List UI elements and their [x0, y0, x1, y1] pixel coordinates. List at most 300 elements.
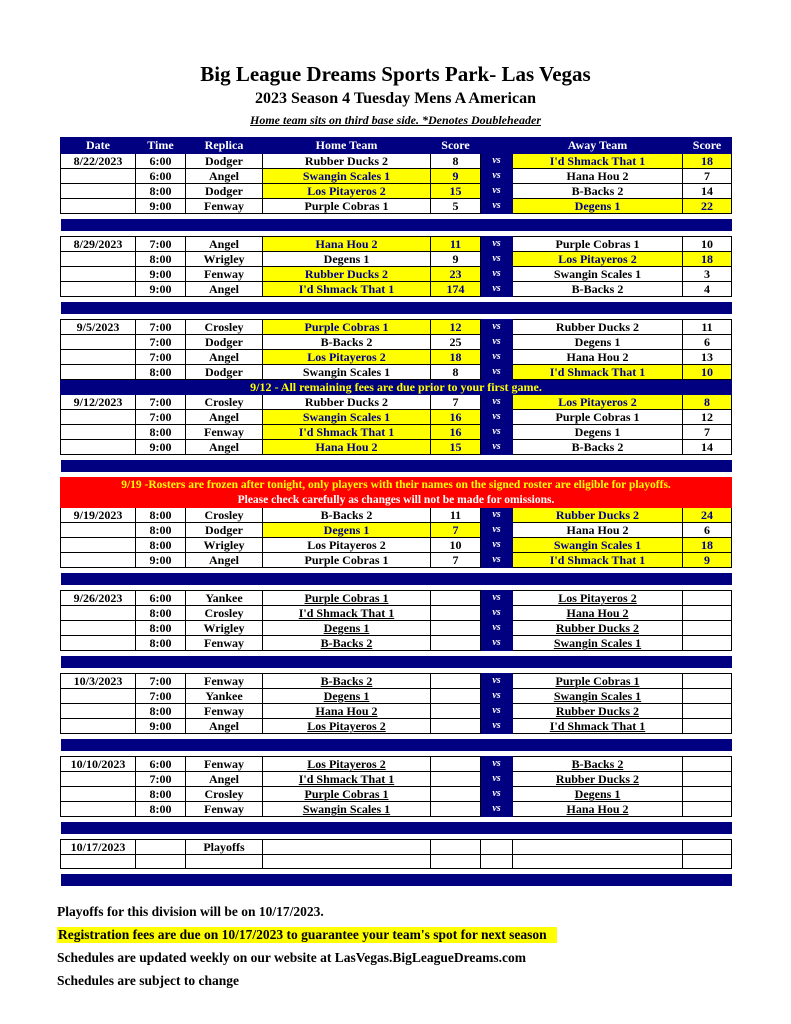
home-score-cell — [431, 757, 481, 772]
replica-cell: Yankee — [186, 689, 263, 704]
separator-cell — [61, 297, 732, 320]
vs-cell — [481, 855, 513, 869]
home-score-cell: 8 — [431, 154, 481, 169]
date-cell — [61, 772, 136, 787]
date-cell — [61, 350, 136, 365]
separator-bar — [61, 656, 732, 668]
date-cell: 9/19/2023 — [61, 508, 136, 523]
separator-row — [61, 455, 732, 478]
game-row — [61, 267, 732, 282]
away-score-cell: 4 — [683, 282, 732, 297]
replica-cell: Dodger — [186, 184, 263, 199]
home-team-cell: Degens 1 — [263, 523, 431, 538]
home-team-cell: I'd Shmack That 1 — [263, 606, 431, 621]
date-cell — [61, 184, 136, 199]
home-team-cell: Los Pitayeros 2 — [263, 719, 431, 734]
game-row — [61, 757, 732, 772]
vs-label: vs — [481, 802, 513, 817]
away-score-cell — [683, 840, 732, 855]
game-row — [61, 410, 732, 425]
home-score-cell — [431, 621, 481, 636]
away-team-cell: Degens 1 — [513, 425, 683, 440]
time-cell: 6:00 — [136, 154, 186, 169]
column-header-away-team: Away Team — [513, 138, 683, 154]
away-team-cell: Degens 1 — [513, 199, 683, 214]
away-score-cell: 12 — [683, 410, 732, 425]
home-team-cell: Degens 1 — [263, 252, 431, 267]
away-score-cell: 18 — [683, 252, 732, 267]
home-score-cell: 7 — [431, 395, 481, 410]
playoffs-note: Playoffs for this division will be on 10/17/2023. — [57, 904, 324, 919]
away-team-cell — [513, 855, 683, 869]
home-team-cell: Purple Cobras 1 — [263, 199, 431, 214]
date-cell: 10/10/2023 — [61, 757, 136, 772]
home-team-cell: Los Pitayeros 2 — [263, 538, 431, 553]
time-cell: 8:00 — [136, 606, 186, 621]
home-score-cell: 10 — [431, 538, 481, 553]
home-score-cell — [431, 606, 481, 621]
game-row — [61, 855, 732, 869]
home-team-cell: Los Pitayeros 2 — [263, 757, 431, 772]
away-team-cell: Los Pitayeros 2 — [513, 395, 683, 410]
game-row — [61, 184, 732, 199]
separator-cell — [61, 568, 732, 591]
vs-label: vs — [481, 538, 513, 553]
away-score-cell — [683, 674, 732, 689]
replica-cell: Crosley — [186, 395, 263, 410]
time-cell: 9:00 — [136, 199, 186, 214]
replica-cell: Fenway — [186, 267, 263, 282]
vs-label: vs — [481, 772, 513, 787]
separator-cell — [61, 869, 732, 892]
fees-notice-text: 9/12 - All remaining fees are due prior to your first game. — [61, 380, 732, 395]
away-score-cell: 7 — [683, 169, 732, 184]
replica-cell: Angel — [186, 237, 263, 252]
game-row — [61, 787, 732, 802]
replica-cell: Wrigley — [186, 621, 263, 636]
home-team-cell: Purple Cobras 1 — [263, 320, 431, 335]
fees-notice-row — [61, 380, 732, 395]
vs-label: vs — [481, 267, 513, 282]
replica-cell: Angel — [186, 169, 263, 184]
game-row — [61, 169, 732, 184]
away-score-cell — [683, 772, 732, 787]
separator-row — [61, 568, 732, 591]
home-team-cell: Purple Cobras 1 — [263, 591, 431, 606]
replica-cell: Angel — [186, 282, 263, 297]
home-team-cell: Rubber Ducks 2 — [263, 395, 431, 410]
away-team-cell: Swangin Scales 1 — [513, 636, 683, 651]
separator-row — [61, 651, 732, 674]
replica-cell: Dodger — [186, 365, 263, 380]
away-team-cell: B-Backs 2 — [513, 282, 683, 297]
away-score-cell — [683, 719, 732, 734]
roster-banner-row — [61, 493, 732, 508]
game-row — [61, 440, 732, 455]
time-cell: 9:00 — [136, 553, 186, 568]
home-score-cell: 15 — [431, 440, 481, 455]
replica-cell: Angel — [186, 772, 263, 787]
home-team-cell: Purple Cobras 1 — [263, 787, 431, 802]
away-score-cell: 11 — [683, 320, 732, 335]
game-row — [61, 365, 732, 380]
schedule-change-note: Schedules are subject to change — [57, 973, 239, 988]
game-row — [61, 704, 732, 719]
time-cell: 8:00 — [136, 704, 186, 719]
time-cell: 7:00 — [136, 320, 186, 335]
time-cell: 8:00 — [136, 425, 186, 440]
replica-cell: Angel — [186, 440, 263, 455]
separator-bar — [61, 822, 732, 834]
date-cell — [61, 440, 136, 455]
time-cell: 6:00 — [136, 757, 186, 772]
date-cell — [61, 199, 136, 214]
home-team-cell: B-Backs 2 — [263, 335, 431, 350]
home-score-cell — [431, 704, 481, 719]
date-cell: 10/3/2023 — [61, 674, 136, 689]
away-score-cell — [683, 757, 732, 772]
away-score-cell: 10 — [683, 365, 732, 380]
home-score-cell: 8 — [431, 365, 481, 380]
game-row — [61, 840, 732, 855]
away-team-cell: Rubber Ducks 2 — [513, 320, 683, 335]
home-score-cell: 23 — [431, 267, 481, 282]
footer — [57, 904, 791, 989]
home-score-cell — [431, 772, 481, 787]
replica-cell: Wrigley — [186, 538, 263, 553]
game-row — [61, 199, 732, 214]
separator-row — [61, 214, 732, 237]
separator-bar — [61, 874, 732, 886]
date-cell — [61, 606, 136, 621]
home-score-cell: 9 — [431, 252, 481, 267]
column-header-vs — [481, 138, 513, 154]
home-score-cell: 174 — [431, 282, 481, 297]
away-score-cell: 13 — [683, 350, 732, 365]
replica-cell: Fenway — [186, 704, 263, 719]
away-score-cell: 9 — [683, 553, 732, 568]
replica-cell: Angel — [186, 410, 263, 425]
date-cell: 9/12/2023 — [61, 395, 136, 410]
time-cell: 9:00 — [136, 282, 186, 297]
away-team-cell: Swangin Scales 1 — [513, 267, 683, 282]
date-cell — [61, 787, 136, 802]
home-team-cell: Hana Hou 2 — [263, 440, 431, 455]
separator-row — [61, 817, 732, 840]
roster-banner-text: Please check carefully as changes will not be made for omissions. — [61, 493, 732, 508]
roster-banner-text: 9/19 -Rosters are frozen after tonight, only players with their names on the signed roster are eligible for playoffs. — [61, 478, 732, 493]
separator-bar — [61, 739, 732, 751]
roster-banner-row — [61, 478, 732, 493]
replica-cell: Fenway — [186, 802, 263, 817]
away-score-cell: 22 — [683, 199, 732, 214]
home-team-cell: Rubber Ducks 2 — [263, 154, 431, 169]
away-score-cell: 6 — [683, 523, 732, 538]
vs-label: vs — [481, 440, 513, 455]
date-cell — [61, 410, 136, 425]
registration-note-line — [57, 927, 791, 943]
away-team-cell: Rubber Ducks 2 — [513, 621, 683, 636]
away-team-cell: Rubber Ducks 2 — [513, 704, 683, 719]
away-team-cell: Hana Hou 2 — [513, 523, 683, 538]
vs-label: vs — [481, 523, 513, 538]
vs-label: vs — [481, 787, 513, 802]
vs-label: vs — [481, 553, 513, 568]
time-cell: 7:00 — [136, 674, 186, 689]
time-cell — [136, 855, 186, 869]
away-team-cell: I'd Shmack That 1 — [513, 365, 683, 380]
date-cell: 9/26/2023 — [61, 591, 136, 606]
time-cell: 9:00 — [136, 719, 186, 734]
home-team-cell: Los Pitayeros 2 — [263, 350, 431, 365]
date-cell — [61, 704, 136, 719]
home-team-cell: Rubber Ducks 2 — [263, 267, 431, 282]
vs-label: vs — [481, 689, 513, 704]
time-cell — [136, 840, 186, 855]
home-team-cell: I'd Shmack That 1 — [263, 425, 431, 440]
separator-cell — [61, 817, 732, 840]
home-team-cell: I'd Shmack That 1 — [263, 772, 431, 787]
column-header-score: Score — [683, 138, 732, 154]
home-team-note: Home team sits on third base side. *Denotes Doubleheader — [250, 113, 541, 127]
game-row — [61, 523, 732, 538]
game-row — [61, 237, 732, 252]
website-note: Schedules are updated weekly on our website at LasVegas.BigLeagueDreams.com — [57, 950, 527, 965]
vs-label: vs — [481, 508, 513, 523]
date-cell — [61, 802, 136, 817]
vs-label: vs — [481, 282, 513, 297]
date-cell — [61, 169, 136, 184]
vs-label: vs — [481, 606, 513, 621]
home-score-cell: 5 — [431, 199, 481, 214]
away-team-cell: Los Pitayeros 2 — [513, 252, 683, 267]
date-cell: 8/22/2023 — [61, 154, 136, 169]
separator-bar — [61, 460, 732, 472]
time-cell: 7:00 — [136, 772, 186, 787]
replica-cell: Fenway — [186, 757, 263, 772]
separator-bar — [61, 219, 732, 231]
column-header-date: Date — [61, 138, 136, 154]
home-score-cell: 25 — [431, 335, 481, 350]
away-score-cell — [683, 802, 732, 817]
vs-label: vs — [481, 719, 513, 734]
game-row — [61, 689, 732, 704]
date-cell — [61, 523, 136, 538]
away-score-cell: 18 — [683, 538, 732, 553]
time-cell: 9:00 — [136, 267, 186, 282]
time-cell: 8:00 — [136, 787, 186, 802]
game-row — [61, 606, 732, 621]
column-header-time: Time — [136, 138, 186, 154]
away-team-cell: Purple Cobras 1 — [513, 410, 683, 425]
vs-label: vs — [481, 237, 513, 252]
away-score-cell: 3 — [683, 267, 732, 282]
table-header-row — [61, 138, 732, 154]
away-team-cell: Degens 1 — [513, 787, 683, 802]
vs-label: vs — [481, 252, 513, 267]
column-header-replica: Replica — [186, 138, 263, 154]
column-header-score: Score — [431, 138, 481, 154]
away-team-cell: B-Backs 2 — [513, 184, 683, 199]
date-cell: 9/5/2023 — [61, 320, 136, 335]
home-score-cell — [431, 855, 481, 869]
home-score-cell — [431, 674, 481, 689]
time-cell: 7:00 — [136, 410, 186, 425]
vs-label: vs — [481, 320, 513, 335]
game-row — [61, 591, 732, 606]
time-cell: 8:00 — [136, 538, 186, 553]
game-row — [61, 621, 732, 636]
away-team-cell: Rubber Ducks 2 — [513, 772, 683, 787]
time-cell: 7:00 — [136, 237, 186, 252]
game-row — [61, 802, 732, 817]
away-team-cell: Swangin Scales 1 — [513, 689, 683, 704]
vs-label: vs — [481, 335, 513, 350]
away-score-cell: 7 — [683, 425, 732, 440]
vs-label: vs — [481, 410, 513, 425]
game-row — [61, 772, 732, 787]
home-team-cell: Purple Cobras 1 — [263, 553, 431, 568]
vs-label: vs — [481, 169, 513, 184]
vs-label: vs — [481, 757, 513, 772]
date-cell — [61, 636, 136, 651]
schedule-body — [61, 154, 732, 892]
home-team-cell: B-Backs 2 — [263, 674, 431, 689]
home-score-cell: 16 — [431, 410, 481, 425]
replica-cell: Crosley — [186, 508, 263, 523]
separator-row — [61, 297, 732, 320]
game-row — [61, 719, 732, 734]
home-team-cell: I'd Shmack That 1 — [263, 282, 431, 297]
separator-bar — [61, 573, 732, 585]
home-team-cell: Hana Hou 2 — [263, 237, 431, 252]
time-cell: 7:00 — [136, 350, 186, 365]
time-cell: 8:00 — [136, 508, 186, 523]
home-team-cell — [263, 840, 431, 855]
home-team-cell: Swangin Scales 1 — [263, 410, 431, 425]
vs-label: vs — [481, 674, 513, 689]
away-team-cell: I'd Shmack That 1 — [513, 154, 683, 169]
vs-cell — [481, 840, 513, 855]
vs-label: vs — [481, 395, 513, 410]
registration-note: Registration fees are due on 10/17/2023 to guarantee your team's spot for next season — [57, 927, 557, 943]
home-score-cell: 11 — [431, 237, 481, 252]
game-row — [61, 282, 732, 297]
separator-cell — [61, 734, 732, 757]
replica-cell: Dodger — [186, 335, 263, 350]
away-team-cell: B-Backs 2 — [513, 757, 683, 772]
separator-cell — [61, 214, 732, 237]
away-team-cell: Swangin Scales 1 — [513, 538, 683, 553]
home-score-cell: 7 — [431, 553, 481, 568]
time-cell: 7:00 — [136, 335, 186, 350]
date-cell — [61, 335, 136, 350]
home-score-cell — [431, 591, 481, 606]
away-score-cell: 8 — [683, 395, 732, 410]
date-cell — [61, 538, 136, 553]
page-subtitle: 2023 Season 4 Tuesday Mens A American — [255, 90, 536, 107]
away-team-cell: Rubber Ducks 2 — [513, 508, 683, 523]
replica-cell: Wrigley — [186, 252, 263, 267]
vs-label: vs — [481, 591, 513, 606]
away-score-cell — [683, 621, 732, 636]
game-row — [61, 508, 732, 523]
away-team-cell: B-Backs 2 — [513, 440, 683, 455]
game-row — [61, 335, 732, 350]
game-row — [61, 674, 732, 689]
away-score-cell — [683, 704, 732, 719]
away-team-cell: Los Pitayeros 2 — [513, 591, 683, 606]
time-cell: 7:00 — [136, 689, 186, 704]
game-row — [61, 553, 732, 568]
time-cell: 9:00 — [136, 440, 186, 455]
schedule-table — [60, 137, 732, 891]
replica-cell — [186, 855, 263, 869]
column-header-home-team: Home Team — [263, 138, 431, 154]
away-score-cell — [683, 606, 732, 621]
time-cell: 8:00 — [136, 621, 186, 636]
replica-cell: Fenway — [186, 674, 263, 689]
separator-row — [61, 869, 732, 892]
away-team-cell: Hana Hou 2 — [513, 350, 683, 365]
time-cell: 8:00 — [136, 252, 186, 267]
away-score-cell: 18 — [683, 154, 732, 169]
replica-cell: Dodger — [186, 523, 263, 538]
replica-cell: Fenway — [186, 199, 263, 214]
time-cell: 8:00 — [136, 523, 186, 538]
date-cell — [61, 365, 136, 380]
home-score-cell: 18 — [431, 350, 481, 365]
vs-label: vs — [481, 704, 513, 719]
away-team-cell: Hana Hou 2 — [513, 169, 683, 184]
date-cell — [61, 252, 136, 267]
away-score-cell: 10 — [683, 237, 732, 252]
away-score-cell — [683, 787, 732, 802]
game-row — [61, 252, 732, 267]
vs-label: vs — [481, 365, 513, 380]
vs-label: vs — [481, 425, 513, 440]
replica-cell: Dodger — [186, 154, 263, 169]
home-team-cell: Swangin Scales 1 — [263, 365, 431, 380]
date-cell — [61, 855, 136, 869]
replica-cell: Crosley — [186, 320, 263, 335]
date-cell — [61, 621, 136, 636]
away-team-cell: Hana Hou 2 — [513, 606, 683, 621]
date-cell — [61, 719, 136, 734]
game-row — [61, 154, 732, 169]
home-score-cell — [431, 689, 481, 704]
away-team-cell: Purple Cobras 1 — [513, 674, 683, 689]
date-cell: 8/29/2023 — [61, 237, 136, 252]
game-row — [61, 320, 732, 335]
home-team-cell: Hana Hou 2 — [263, 704, 431, 719]
time-cell: 8:00 — [136, 636, 186, 651]
home-score-cell: 7 — [431, 523, 481, 538]
time-cell: 6:00 — [136, 169, 186, 184]
home-score-cell — [431, 719, 481, 734]
time-cell: 7:00 — [136, 395, 186, 410]
replica-cell: Playoffs — [186, 840, 263, 855]
date-cell — [61, 425, 136, 440]
home-team-cell — [263, 855, 431, 869]
date-cell — [61, 267, 136, 282]
vs-label: vs — [481, 621, 513, 636]
separator-cell — [61, 455, 732, 478]
date-cell: 10/17/2023 — [61, 840, 136, 855]
away-score-cell — [683, 855, 732, 869]
time-cell: 8:00 — [136, 184, 186, 199]
away-team-cell: I'd Shmack That 1 — [513, 553, 683, 568]
